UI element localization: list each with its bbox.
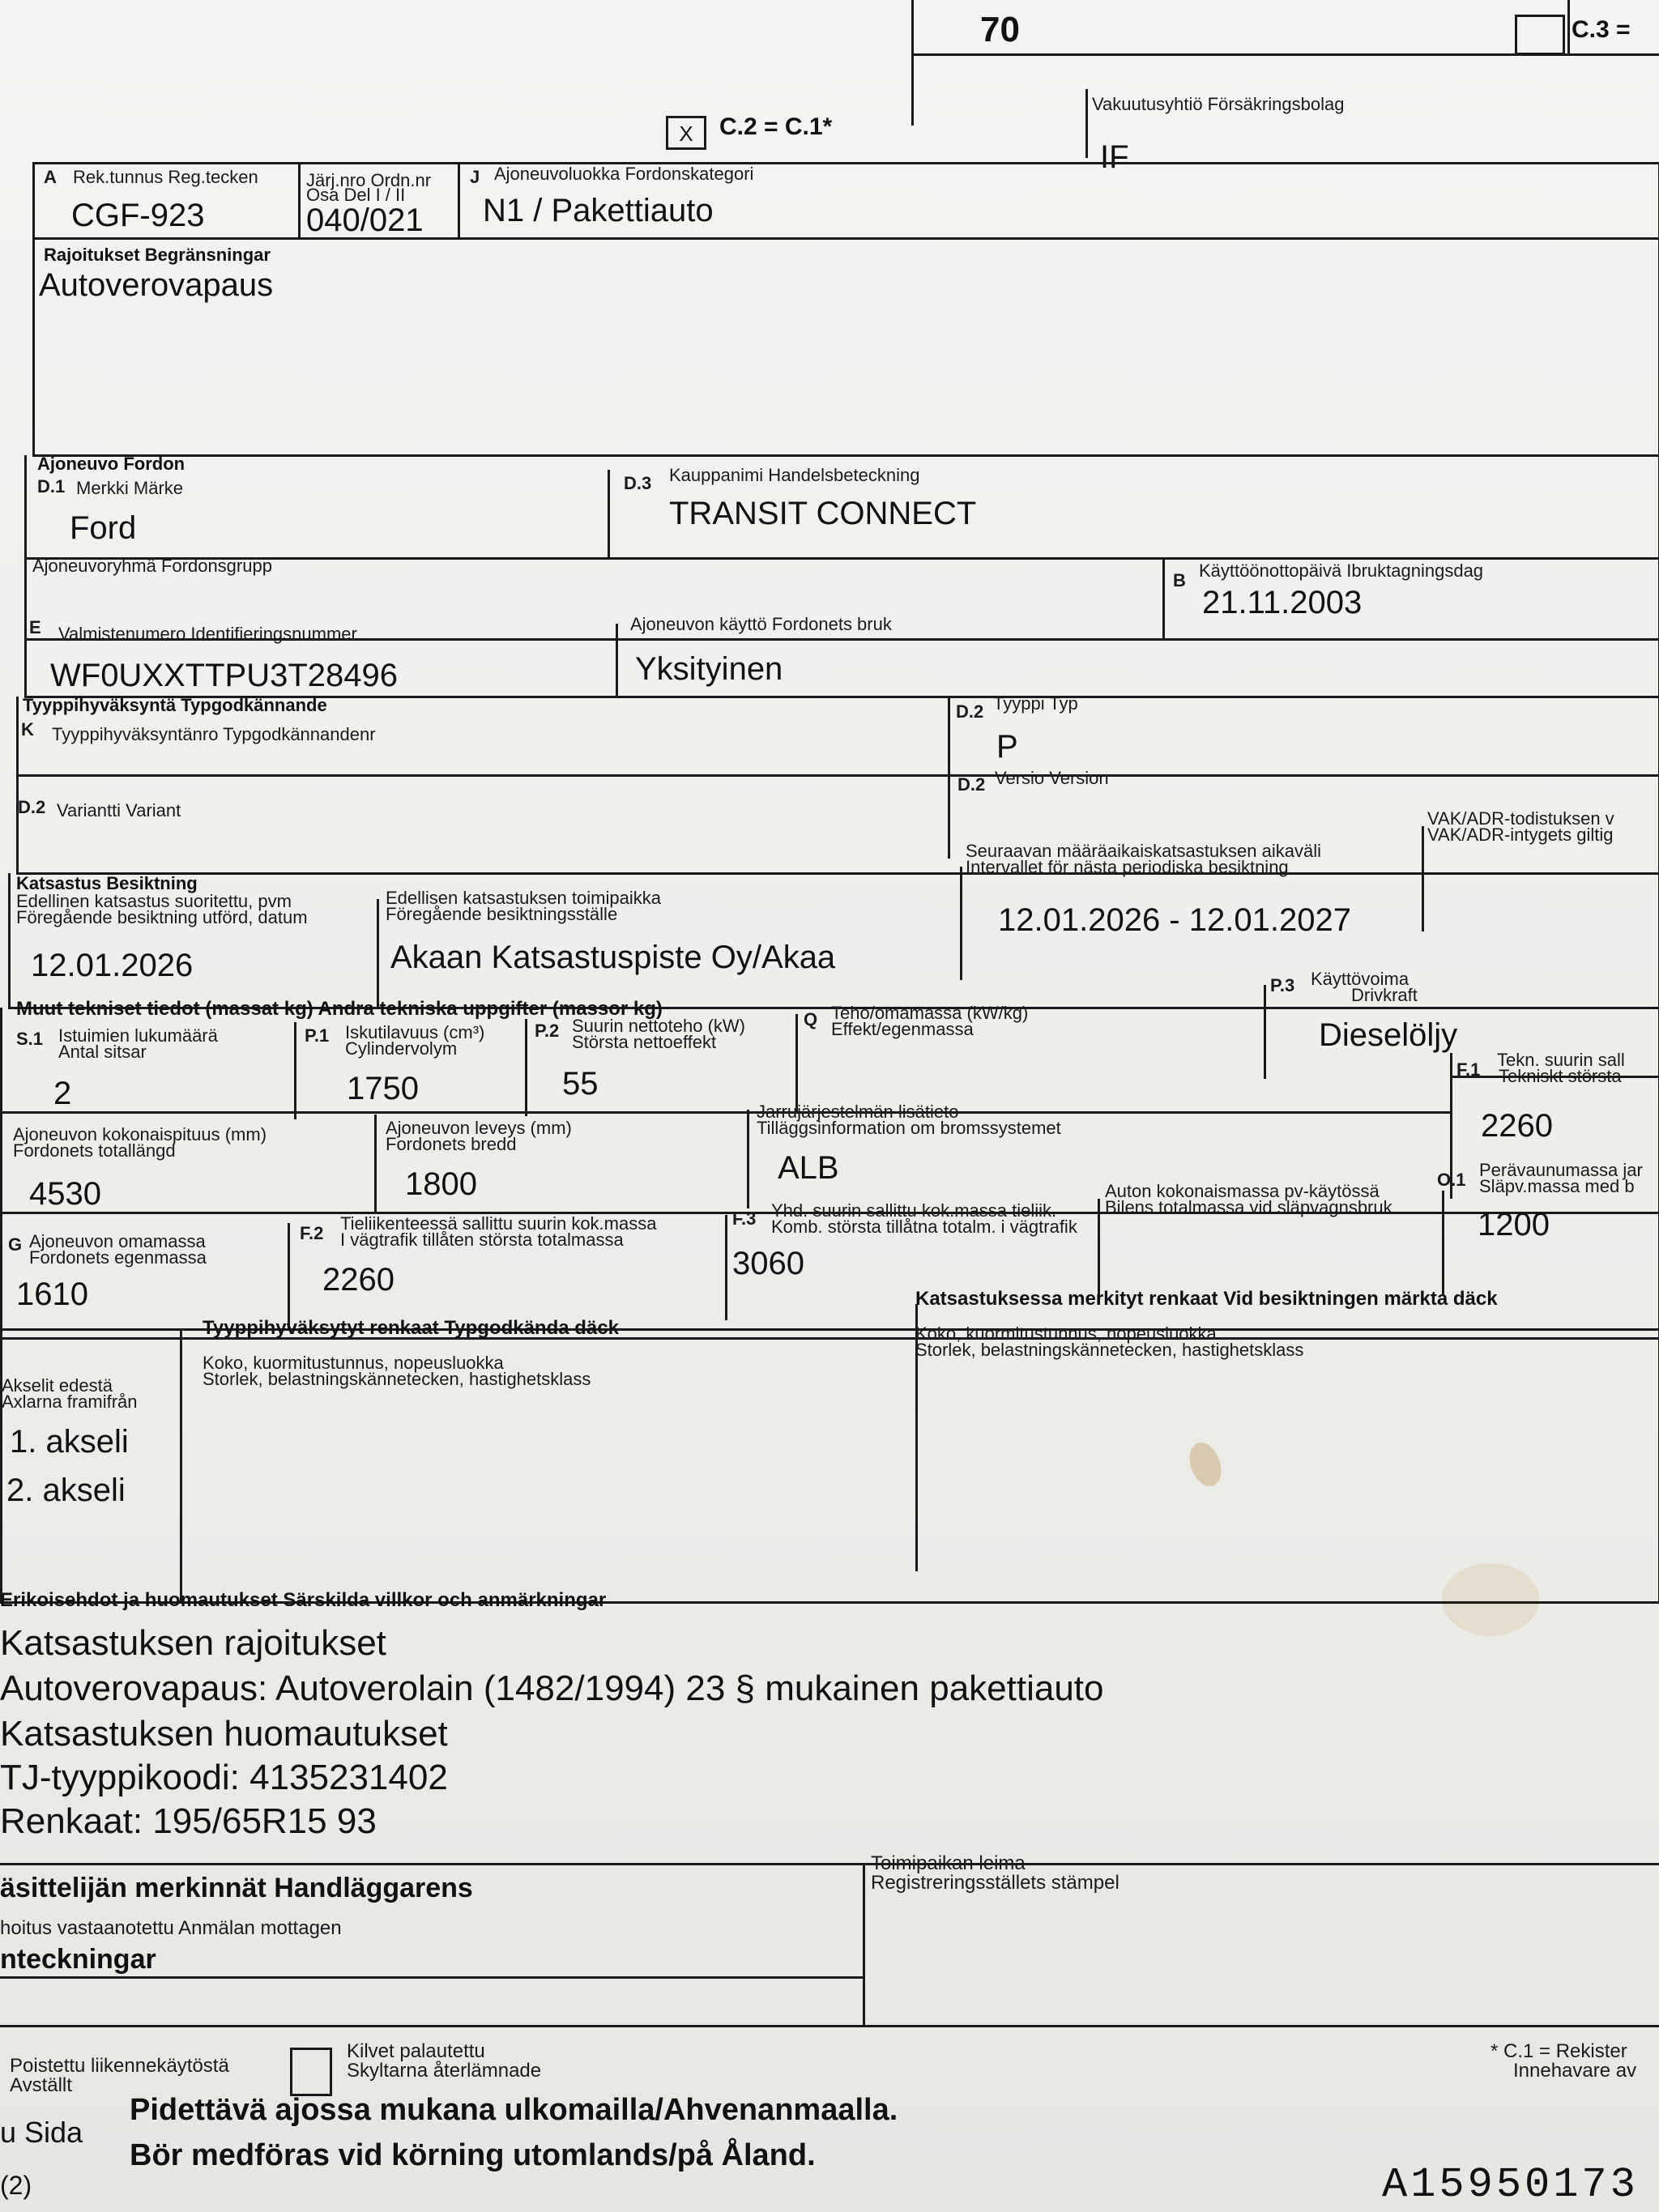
ratio-label-sv: Effekt/egenmassa <box>831 1019 974 1039</box>
road-mass-value: 2260 <box>322 1262 394 1298</box>
carry-notice-sv: Bör medföras vid körning utomlands/på Åland. <box>130 2138 816 2172</box>
maxmass-label-sv: Tekniskt största <box>1499 1066 1622 1086</box>
type-approval-box <box>16 693 1659 875</box>
part-label: Osa Del I / II <box>306 185 406 205</box>
total-label-fi: Auton kokonaismassa pv-käytössä <box>1105 1181 1380 1201</box>
make-code: D.1 <box>37 476 66 497</box>
axles-label-sv: Axlarna framifrån <box>2 1392 138 1412</box>
fuel-label-sv: Drivkraft <box>1351 985 1418 1005</box>
handler-title: äsittelijän merkinnät Handläggarens <box>0 1873 473 1903</box>
first-registration-date: 21.11.2003 <box>1202 585 1363 620</box>
next-inspection-interval: 12.01.2026 - 12.01.2027 <box>998 902 1351 938</box>
road-label-sv: I vägtrafik tillåten största totalmassa <box>340 1230 624 1250</box>
place-label-sv: Föregående besiktningsställe <box>386 904 618 924</box>
length-value: 4530 <box>29 1176 101 1212</box>
last-inspection-label-fi: Edellinen katsastus suoritettu, pvm <box>16 891 292 911</box>
date-label: Käyttöönottopäivä Ibruktagningsdag <box>1199 560 1484 581</box>
page-label: (2) <box>0 2171 32 2200</box>
maxmass-value: 2260 <box>1481 1108 1553 1144</box>
stamp-label-sv: Registreringsställets stämpel <box>871 1872 1120 1894</box>
brake-label-fi: Jarrujärjestelmän lisätieto <box>757 1102 959 1122</box>
width-value: 1800 <box>405 1166 477 1202</box>
removed-checkbox[interactable] <box>290 2048 332 2096</box>
power-label-sv: Största nettoeffekt <box>572 1032 717 1052</box>
vin-label: Valmistenumero Identifieringsnummer <box>58 624 357 644</box>
trailer-label-sv: Släpv.massa med b <box>1479 1176 1635 1196</box>
c2-checkbox[interactable]: X <box>666 116 706 150</box>
last-inspection-date: 12.01.2026 <box>31 948 194 983</box>
power-code: P.2 <box>535 1021 560 1041</box>
serial-label: Järj.nro Ordn.nr <box>306 170 432 190</box>
seats-code: S.1 <box>16 1029 44 1049</box>
plates-label-fi: Kilvet palautettu <box>347 2040 485 2062</box>
document-number: A15950173 <box>1382 2161 1639 2209</box>
reg-number: CGF-923 <box>71 198 205 233</box>
stamp-label-fi: Toimipaikan leima <box>871 1852 1026 1874</box>
ratio-label-fi: Teho/omamassa (kW/kg) <box>831 1003 1029 1023</box>
handler-notes: nteckningar <box>0 1944 156 1975</box>
own-label-sv: Fordonets egenmassa <box>29 1247 207 1268</box>
axles-label-fi: Akselit edestä <box>2 1375 113 1396</box>
own-code: G <box>8 1234 23 1255</box>
k-label: Tyyppihyväksyntänro Typgodkännandenr <box>52 724 376 744</box>
inspection-place: Akaan Katsastuspiste Oy/Akaa <box>390 940 836 975</box>
trade-name: TRANSIT CONNECT <box>669 496 977 531</box>
reg-label: Rek.tunnus Reg.tecken <box>73 167 258 187</box>
own-mass-value: 1610 <box>16 1276 88 1312</box>
variant-code: D.2 <box>18 797 46 817</box>
vin-code: E <box>29 617 41 637</box>
plates-label-sv: Skyltarna återlämnade <box>347 2060 542 2082</box>
group-label: Ajoneuvoryhmä Fordonsgrupp <box>32 556 272 576</box>
cc-code: P.1 <box>305 1025 330 1046</box>
marked-tyres-title: Katsastuksessa merkityt renkaat Vid besiktningen märkta däck <box>915 1288 1498 1310</box>
notes-title: Erikoisehdot ja huomautukset Särskilda villkor och anmärkningar <box>0 1589 607 1611</box>
brake-value: ALB <box>778 1150 839 1186</box>
type-approval-section: Tyyppihyväksyntä Typgodkännande <box>23 695 327 715</box>
comb-code: F.3 <box>732 1208 757 1229</box>
page-number: 70 <box>980 10 1020 49</box>
seats-value: 2 <box>53 1076 72 1111</box>
trailer-mass-value: 1200 <box>1478 1207 1550 1242</box>
tyre-size-label-sv: Storlek, belastningskännetecken, hastighetsklass <box>203 1369 591 1389</box>
width-label-sv: Fordonets bredd <box>386 1134 517 1154</box>
insurer-value: IF <box>1100 139 1129 175</box>
road-label-fi: Tieliikenteessä sallittu suurin kok.massa <box>340 1213 657 1234</box>
insurer-label: Vakuutusyhtiö Försäkringsbolag <box>1092 94 1345 114</box>
note-line: TJ-tyyppikoodi: 4135231402 <box>0 1758 448 1797</box>
trade-label: Kauppanimi Handelsbeteckning <box>669 465 920 485</box>
marked-size-label-sv: Storlek, belastningskännetecken, hastighetsklass <box>915 1340 1304 1360</box>
axle-2: 2. akseli <box>6 1473 126 1508</box>
adr-label-sv: VAK/ADR-intygets giltig <box>1427 825 1614 845</box>
type-code: D.2 <box>956 701 984 722</box>
trailer-label-fi: Perävaunumassa jar <box>1479 1160 1643 1180</box>
seats-label-sv: Antal sitsar <box>58 1042 147 1062</box>
trailer-code: O.1 <box>1437 1170 1466 1190</box>
restrictions-box <box>32 238 1659 457</box>
axle-1: 1. akseli <box>10 1424 129 1460</box>
note-line: Katsastuksen rajoitukset <box>0 1623 386 1663</box>
ratio-code: Q <box>804 1009 818 1029</box>
restrictions-value: Autoverovapaus <box>39 267 274 303</box>
inspection-section: Katsastus Besiktning <box>16 873 198 893</box>
c2-label: C.2 = C.1* <box>719 113 833 140</box>
removed-label-fi: Poistettu liikennekäytöstä <box>10 2055 229 2077</box>
type-label: Tyyppi Typ <box>993 693 1078 714</box>
maxmass-label-fi: Tekn. suurin sall <box>1497 1050 1625 1070</box>
footnote-holder: Innehavare av <box>1513 2060 1637 2082</box>
length-label-fi: Ajoneuvon kokonaispituus (mm) <box>13 1124 267 1144</box>
carry-notice-fi: Pidettävä ajossa mukana ulkomailla/Ahvenanmaalla. <box>130 2093 898 2127</box>
make-label: Merkki Märke <box>76 478 184 498</box>
cc-label-sv: Cylindervolym <box>345 1038 458 1059</box>
reg-code: A <box>44 167 57 187</box>
c3-label: C.3 = <box>1572 16 1631 43</box>
type-value: P <box>996 729 1018 765</box>
vin-value: WF0UXXTTPU3T28496 <box>50 658 399 693</box>
use-label: Ajoneuvon käyttö Fordonets bruk <box>630 614 892 634</box>
maxmass-code: F.1 <box>1456 1059 1481 1080</box>
class-code: J <box>470 167 480 187</box>
version-label: Versio Version <box>995 768 1109 788</box>
cc-label-fi: Iskutilavuus (cm³) <box>345 1022 485 1042</box>
version-code: D.2 <box>957 774 986 795</box>
note-line: Katsastuksen huomautukset <box>0 1714 448 1754</box>
c3-checkbox[interactable] <box>1515 15 1565 55</box>
next-interval-label-sv: Intervallet för nästa periodiska besiktning <box>966 857 1289 877</box>
note-line: Autoverovapaus: Autoverolain (1482/1994) 23 § mukainen pakettiauto <box>0 1669 1104 1708</box>
fuel-value: Dieselöljy <box>1319 1017 1458 1053</box>
received-label: hoitus vastaanotettu Anmälan mottagen <box>0 1917 342 1939</box>
make-value: Ford <box>70 510 137 546</box>
restrictions-label: Rajoitukset Begränsningar <box>44 245 271 265</box>
power-value: 55 <box>562 1066 599 1102</box>
technical-section: Muut tekniset tiedot (massat kg) Andra tekniska uppgifter (massor kg) <box>16 998 663 1020</box>
adr-label-fi: VAK/ADR-todistuksen v <box>1427 808 1614 829</box>
approved-tyres-title: Tyyppihyväksytyt renkaat Typgodkända däck <box>203 1317 619 1339</box>
trade-code: D.3 <box>624 473 652 493</box>
k-code: K <box>21 719 34 739</box>
cc-value: 1750 <box>347 1071 419 1106</box>
fuel-code: P.3 <box>1270 975 1295 995</box>
comb-label-sv: Komb. största tillåtna totalm. i vägtrafik <box>771 1217 1077 1237</box>
comb-mass-value: 3060 <box>732 1246 804 1281</box>
fuel-label-fi: Käyttövoima <box>1311 969 1410 989</box>
road-code: F.2 <box>300 1223 324 1243</box>
footnote-c1: * C.1 = Rekister <box>1491 2040 1627 2062</box>
next-interval-label-fi: Seuraavan määräaikaiskatsastuksen aikaväli <box>966 841 1322 861</box>
length-label-sv: Fordonets totallängd <box>13 1140 176 1161</box>
registration-row <box>32 162 1659 240</box>
marked-size-label-fi: Koko, kuormitustunnus, nopeusluokka <box>915 1323 1217 1344</box>
place-label-fi: Edellisen katsastuksen toimipaikka <box>386 888 661 908</box>
own-label-fi: Ajoneuvon omamassa <box>29 1231 206 1251</box>
power-label-fi: Suurin nettoteho (kW) <box>572 1016 745 1036</box>
class-label: Ajoneuvoluokka Fordonskategori <box>494 164 754 184</box>
seats-label-fi: Istuimien lukumäärä <box>58 1025 218 1046</box>
vehicle-section: Ajoneuvo Fordon <box>37 454 186 474</box>
date-code: B <box>1173 570 1186 590</box>
use-value: Yksityinen <box>635 651 783 687</box>
serial-value: 040/021 <box>306 202 424 238</box>
side-label: u Sida <box>0 2116 83 2149</box>
variant-label: Variantti Variant <box>57 800 181 820</box>
comb-label-fi: Yhd. suurin sallittu kok.massa tieliik. <box>771 1200 1057 1221</box>
brake-label-sv: Tilläggsinformation om bromssystemet <box>757 1118 1061 1138</box>
width-label-fi: Ajoneuvon leveys (mm) <box>386 1118 572 1138</box>
total-label-sv: Bilens totalmassa vid släpvagnsbruk <box>1105 1197 1392 1217</box>
tyre-size-label-fi: Koko, kuormitustunnus, nopeusluokka <box>203 1353 504 1373</box>
last-inspection-label-sv: Föregående besiktning utförd, datum <box>16 907 308 927</box>
vehicle-class: N1 / Pakettiauto <box>483 193 714 228</box>
removed-label-sv: Avställt <box>10 2074 72 2096</box>
note-line: Renkaat: 195/65R15 93 <box>0 1801 377 1841</box>
